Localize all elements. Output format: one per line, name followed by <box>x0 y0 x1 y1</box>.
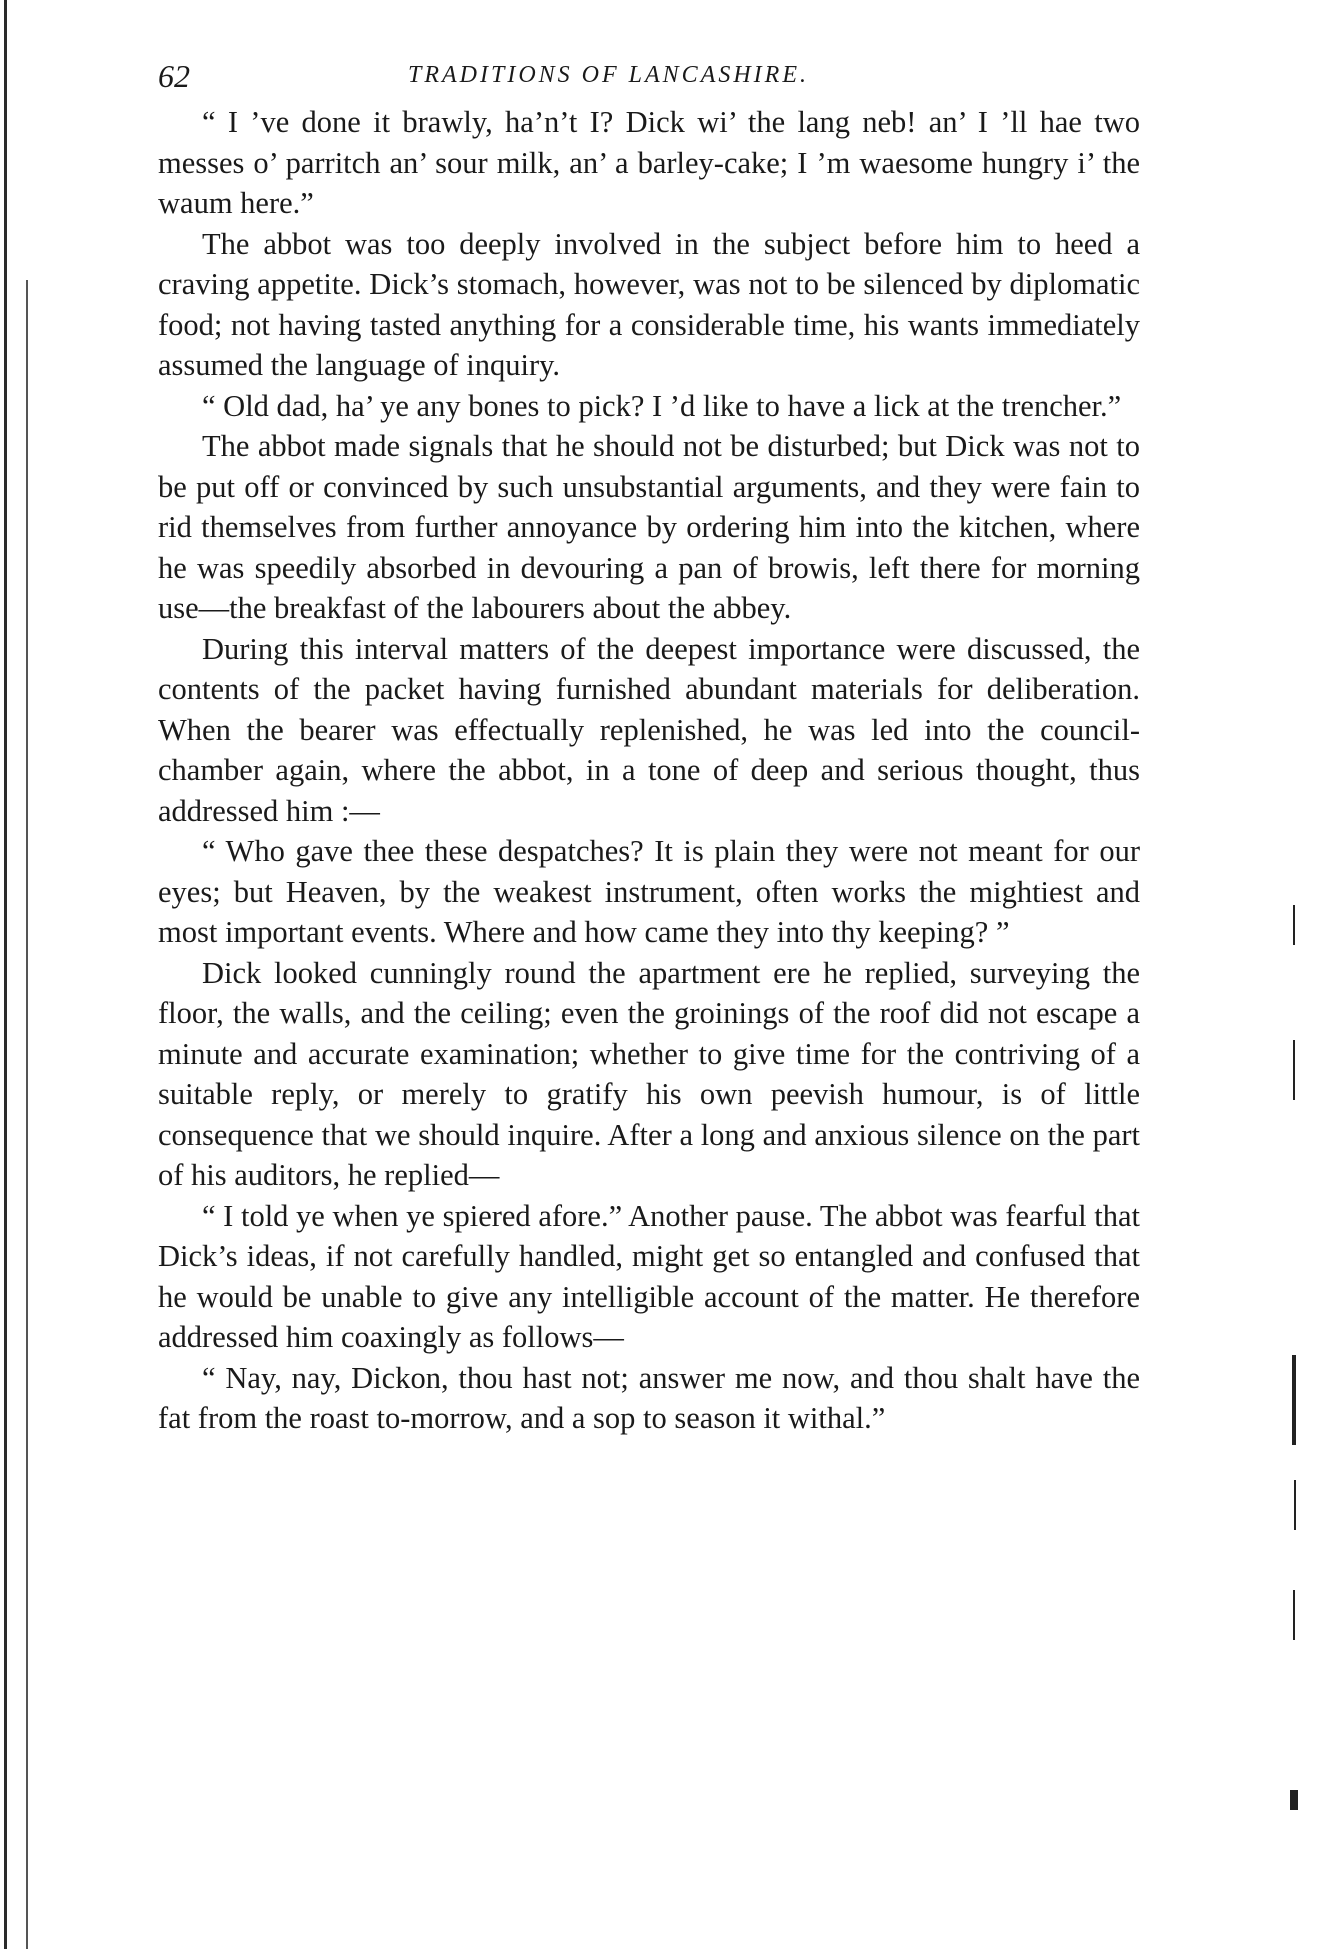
paragraph: “ Nay, nay, Dickon, thou hast not; answer me now, and thou shalt have the fat from the roast to-morrow, and a sop to season it withal.” <box>158 1360 1140 1435</box>
margin-mark <box>1294 1480 1296 1530</box>
page-edge-inner <box>26 280 28 1949</box>
body-text <box>158 102 1140 1439</box>
margin-mark <box>1292 1355 1296 1445</box>
paragraph: “ Old dad, ha’ ye any bones to pick? I ’d like to have a lick at the trencher.” <box>202 388 1122 423</box>
page-header <box>158 58 1140 98</box>
margin-mark <box>1293 1590 1295 1640</box>
paragraph: Dick looked cunningly round the apartment ere he replied, surveying the floor, the walls, and the ceiling; even the groinings of the roof did not escape a minute and accurate examination; whether to give time for the contriving of a suitable reply, or merely to gratify his own peevish humour, is of little consequence that we should inquire. After a long and anxious silence on the part of his auditors, he replied— <box>158 955 1140 1192</box>
margin-mark <box>1293 1040 1295 1100</box>
page-edge-left <box>4 0 7 1949</box>
page-number: 62 <box>158 58 190 94</box>
paragraph: “ Who gave thee these despatches? It is plain they were not meant for our eyes; but Heaven, by the weakest instrument, often works the mightiest and most important events. Where and how came they into thy keeping? ” <box>158 834 1140 949</box>
paragraph: “ I ’ve done it brawly, ha’n’t I? Dick wi’ the lang neb! an’ I ’ll hae two messes o’ parritch an’ sour milk, an’ a barley-cake; I ’m waesome hungry i’ the waum here.” <box>158 105 1140 220</box>
margin-mark <box>1293 905 1295 945</box>
paragraph: The abbot was too deeply involved in the subject before him to heed a craving appetite. Dick’s stomach, however, was not to be silenced by diplomatic food; not having tasted anything for a considerable time, his wants immediately assumed the language of inquiry. <box>158 226 1140 382</box>
running-title: TRADITIONS OF LANCASHIRE. <box>408 62 809 88</box>
paragraph: “ I told ye when ye spiered afore.” Another pause. The abbot was fearful that Dick’s ideas, if not carefully handled, might get so entangled and confused that he would be unable to give any intelligible account of the matter. He therefore addressed him coaxingly as follows— <box>158 1198 1140 1354</box>
margin-mark <box>1290 1790 1298 1810</box>
paragraph: During this interval matters of the deepest importance were discussed, the contents of the packet having furnished abundant materials for deliberation. When the bearer was effectually replenished, he was led into the council-chamber again, where the abbot, in a tone of deep and serious thought, thus addressed him :— <box>158 631 1140 828</box>
paragraph: The abbot made signals that he should not be disturbed; but Dick was not to be put off or convinced by such unsubstantial arguments, and they were fain to rid themselves from further annoyance by ordering him into the kitchen, where he was speedily absorbed in devouring a pan of browis, left there for morning use—the breakfast of the labourers about the abbey. <box>158 429 1140 625</box>
